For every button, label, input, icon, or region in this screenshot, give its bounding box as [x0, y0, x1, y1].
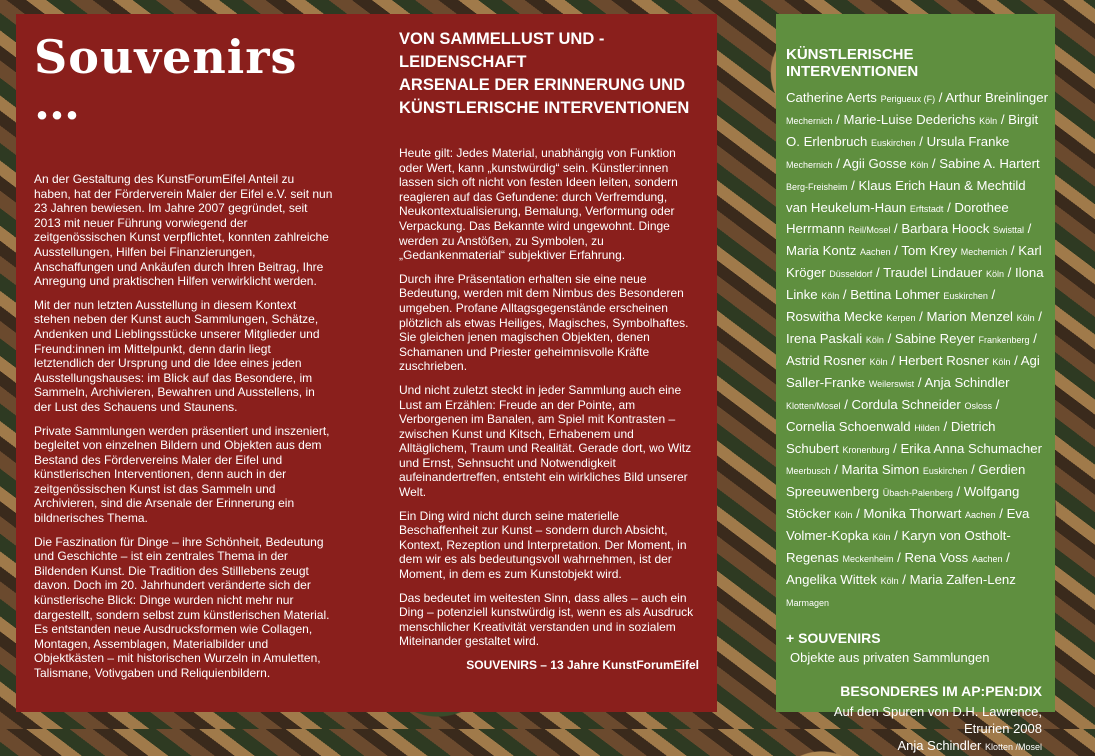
artist-name: Klaus Erich Haun & Mechtild van Heukelum-Haun	[786, 177, 1026, 215]
artist-name: Sabine A. Hartert	[939, 155, 1040, 171]
artist-place: Marmagen	[786, 597, 830, 608]
artist-place: Osloss	[964, 400, 992, 411]
artist-name: Roswitha Mecke	[786, 309, 883, 325]
artist-name: Traudel Lindauer	[883, 265, 983, 281]
artist-place: Kronenburg	[842, 444, 890, 455]
artist-name: Ilona Linke	[786, 265, 1044, 303]
artist-place: Reil/Mosel	[848, 225, 891, 236]
artist-place: Köln	[872, 532, 891, 543]
artist-name: Bettina Lohmer	[850, 287, 940, 303]
red-panel	[16, 14, 717, 712]
artist-name: Marita Simon	[841, 462, 920, 478]
left-paragraph: Private Sammlungen werden präsentiert und inszeniert, begleitet von einzelnen Bildern und Objekten aus dem Bestand des Fördervereins Maler der Eifel und künstlerischen Interventionen, denn auch in der zeitgenössischen Kunst ist das Sammeln und Archivieren, sind die Arsenale der Erinnerung ein bildnerisches Thema.	[34, 423, 330, 526]
artist-name: Barbara Hoock	[901, 221, 990, 237]
artist-name: Arthur Breinlinger	[945, 90, 1048, 105]
artist-place: Köln	[985, 269, 1004, 280]
artist-place: Düsseldorf	[829, 269, 873, 280]
artist-place: Köln	[821, 291, 840, 302]
artist-place: Mechernich	[786, 115, 833, 126]
artist-name: Dorothee Herrmann	[786, 199, 1009, 237]
artist-place: Perigueux (F)	[880, 94, 936, 104]
left-paragraph: An der Gestaltung des KunstForumEifel Anteil zu haben, hat der Förderverein Maler der Eifel e.V. seit nun 23 Jahren bewiesen. Im Jahre 2007 gegründet, seit 2013 mit neuer Führung vorwiegend der zeitgenössischen Kunst verpflichtet, konnten zahlreiche Ausstellungen, Hilfen bei Finanzierungen, Anschaffungen und Ankäufen durch Ihren Beitrag, Ihre Anregung und praktischen Hilfen verwirklicht werden.	[34, 172, 333, 289]
artist-name: Anja Schindler	[924, 374, 1010, 390]
artist-name: Karl Kröger	[786, 243, 1042, 281]
artist-name: Marie-Luise Dederichs	[843, 111, 976, 127]
artist-place: Mechernich	[786, 159, 833, 170]
artist-name: Wolfgang Stöcker	[786, 484, 1020, 522]
artist-name: Rena Voss	[904, 550, 969, 566]
heading-line: VON SAMMELLUST UND -LEIDENSCHAFT	[399, 30, 605, 71]
left-paragraph: Mit der nun letzten Ausstellung in diesem Kontext stehen neben der Kunst auch Sammlungen, Schätze, Andenken und Lieblingsstücke unserer Mitglieder und Freund:innen im Mittelpunkt, denn darin liegt letztendlich der Ursprung und die Idee eines jeden Ausstellungshauses: im Blick auf das Besondere, im Sammeln, Archivieren, Bewahren und Ausstellens, in der Lust des Schauens und Staunens.	[34, 297, 320, 414]
artist-name: Agi Saller-Franke	[786, 352, 1040, 390]
middle-paragraph: Ein Ding wird nicht durch seine materielle Beschaffenheit zur Kunst – sondern durch Absicht, Kontext, Rezeption und Interpretation. Der Moment, in dem wir es als bedeutungsvoll wahrnehmen, ist der Moment, in dem es zum Kunstobjekt wird.	[399, 508, 687, 582]
artist-name: Maria Zalfen-Lenz	[909, 571, 1016, 587]
artist-name: Monika Thorwart	[863, 506, 962, 522]
artist-name: Tom Krey	[901, 243, 958, 259]
artist-name: Birgit O. Erlenbruch	[786, 111, 1039, 149]
artist-name: Agii Gosse	[842, 155, 907, 171]
artist-name: Sabine Reyer	[894, 330, 975, 346]
artist-name: Ursula Franke	[926, 133, 1010, 149]
artist-place: Köln	[1016, 313, 1035, 324]
green-panel	[776, 14, 1055, 753]
artist-place: Köln	[979, 115, 998, 126]
artist-place: Aachen	[965, 510, 996, 521]
artist-name: Catherine Aerts	[786, 90, 877, 105]
appendix-place: Klotten /Mosel	[984, 741, 1042, 752]
artist-name: Karyn von Ostholt-Regenas	[786, 528, 1011, 566]
artist-name: Dietrich Schubert	[786, 418, 996, 456]
artist-name: Gerdien Spreeuwenberg	[786, 462, 1026, 500]
artist-place: Übach-Palenberg	[882, 488, 953, 499]
left-paragraph: Die Faszination für Dinge – ihre Schönheit, Bedeutung und Geschichte – ist ein zentrales Thema in der Bildenden Kunst. Die Tradition des Stilllebens zeugt davon. Doch im 20. Jahrhundert veränderte sich der künstlerische Blick: Dinge wurden nicht mehr nur dargestellt, sondern selbst zum künstlerischen Material. Es entstanden neue Ausdrucksformen wie Collagen, Montagen, Assemblagen, Materialbilder und Objektkästen – mit historischen Wurzeln in Amuletten, Talismane, Votivgaben und Reliquienbildern.	[34, 534, 330, 680]
souvenirs-heading: + SOUVENIRS	[786, 629, 881, 646]
artist-place: Aachen	[971, 554, 1003, 565]
heading-line: ARSENALE DER ERINNERUNG UND	[399, 76, 686, 94]
artist-place: Köln	[865, 334, 884, 345]
artist-name: Cornelia Schoenwald	[786, 418, 911, 434]
middle-paragraph: Durch ihre Präsentation erhalten sie eine neue Bedeutung, werden mit dem Nimbus des Besonderen umgeben. Profane Alltagsgegenstände erscheinen plötzlich als etwas Heiliges, Magisches, Symbolhaftes. Sie gleichen jenen magischen Objekten, denen Schamanen und Priester geheimnisvolle Kräfte zuschrieben.	[399, 271, 689, 374]
artist-name: Angelika Wittek	[786, 571, 877, 587]
artist-name: Erika Anna Schumacher	[900, 440, 1042, 456]
left-column	[34, 30, 334, 690]
artist-name: Maria Kontz	[786, 243, 857, 259]
artist-place: Euskirchen	[922, 466, 968, 477]
artist-place: Aachen	[860, 247, 891, 258]
artist-name: Irena Paskali	[786, 330, 863, 346]
artist-place: Mechernich	[960, 247, 1008, 258]
artist-name: Cordula Schneider	[851, 396, 961, 412]
artist-place: Köln	[880, 575, 899, 586]
middle-column	[399, 28, 699, 672]
artist-place: Meerbusch	[786, 466, 831, 477]
artist-place: Berg-Freisheim	[786, 181, 848, 192]
appendix-artist-line	[786, 737, 1048, 756]
artist-place: Klotten/Mosel	[786, 400, 841, 411]
interventions-heading: KÜNSTLERISCHE INTERVENTIONEN	[786, 46, 919, 80]
middle-paragraph: Heute gilt: Jedes Material, unabhängig von Funktion oder Wert, kann „kunstwürdig“ sein. Künstler:innen lassen sich oft nicht von festen Ideen leiten, sondern reagieren auf das Gefundene: durch Verfremdung, Neukontextualisierung, Bemalung, Verformung oder Verpackung. Das Bekannte wird ungewohnt. Dinge werden zu Anstößen, zu Symbolen, zu „Gedankenmaterial“ subjektiver Erfahrung.	[399, 146, 678, 263]
middle-paragraph: Und nicht zuletzt steckt in jeder Sammlung auch eine Lust am Erzählen: Freude an der Pointe, am Verborgenen im Banalen, am Spiel mit Kontrasten – zwischen Kunst und Kitsch, Erhabenem und Alltäglichem, Traum und Realität. Gerade dort, wo Witz und Ernst, Sehnsucht und Notwendigkeit aufeinandertreffen, entsteht ein wirkliches Bild unserer Welt.	[399, 382, 692, 500]
artist-list: Catherine Aerts Perigueux (F) / Arthur Breinlinger Mechernich / Marie-Luise Dederichs Köln / Birgit O. Erlenbruch Euskirchen / Ursula Franke Mechernich / Agii Gosse Köln / Sabine A. Hartert Berg-Freisheim / Klaus Erich Haun & Mechtild van Heukelum-Haun Erftstadt / Dorothee Herrmann Reil/Mosel / Barbara Hoock Swisttal / Maria Kontz Aachen / Tom Krey Mechernich / Karl Kröger Düsseldorf / Traudel Lindauer Köln / Ilona Linke Köln / Bettina Lohmer Euskirchen / Roswitha Mecke Kerpen / Marion Menzel Köln / Irena Paskali Köln / Sabine Reyer Frankenberg / Astrid Rosner Köln / Herbert Rosner Köln / Agi Saller-Franke Weilerswist / Anja Schindler Klotten/Mosel / Cordula Schneider Osloss / Cornelia Schoenwald Hilden / Dietrich Schubert Kronenburg / Erika Anna Schumacher Meerbusch / Marita Simon Euskirchen / Gerdien Spreeuwenberg Übach-Palenberg / Wolfgang Stöcker Köln / Monika Thorwart Aachen / Eva Volmer-Kopka Köln / Karyn von Ostholt-Regenas Meckenheim / Rena Voss Aachen / Angelika Wittek Köln / Maria Zalfen-Lenz Marmagen	[786, 90, 1048, 608]
artist-place: Weilerswist	[868, 378, 915, 389]
appendix-artist: Anja Schindler	[897, 737, 982, 753]
artist-place: Euskirchen	[871, 137, 916, 148]
page-title: Souvenirs …	[34, 30, 298, 130]
artist-place: Euskirchen	[943, 291, 988, 302]
appendix-line: Etrurien 2008	[963, 720, 1042, 736]
artist-name: Herbert Rosner	[898, 352, 989, 368]
middle-heading	[399, 28, 699, 120]
artist-place: Hilden	[914, 422, 940, 433]
middle-paragraph: Das bedeutet im weitesten Sinn, dass alles – auch ein Ding – potenziell kunstwürdig ist, wenn es als Ausdruck menschlicher Kreativität verstanden und in sozialem Miteinander gestaltet wird.	[399, 590, 694, 649]
heading-line: KÜNSTLERISCHE INTERVENTIONEN	[399, 99, 690, 117]
footer-note: SOUVENIRS – 13 Jahre KunstForumEifel	[466, 658, 699, 672]
artist-place: Frankenberg	[978, 334, 1030, 345]
appendix-heading: BESONDERES IM AP:PEN:DIX	[840, 682, 1042, 699]
artist-place: Kerpen	[886, 313, 916, 324]
artist-place: Köln	[910, 159, 929, 170]
artist-place: Köln	[992, 356, 1011, 367]
artist-place: Erftstadt	[909, 203, 944, 214]
souvenirs-subtitle: Objekte aus privaten Sammlungen	[790, 649, 990, 665]
artist-place: Köln	[834, 510, 853, 521]
green-column	[786, 46, 1048, 756]
artist-place: Swisttal	[992, 225, 1024, 236]
artist-name: Astrid Rosner	[786, 352, 866, 368]
artist-place: Meckenheim	[842, 554, 894, 565]
artist-name: Marion Menzel	[926, 309, 1013, 325]
appendix-line: Auf den Spuren von D.H. Lawrence,	[833, 703, 1042, 719]
artist-place: Köln	[869, 356, 888, 367]
artist-name: Eva Volmer-Kopka	[786, 506, 1030, 544]
